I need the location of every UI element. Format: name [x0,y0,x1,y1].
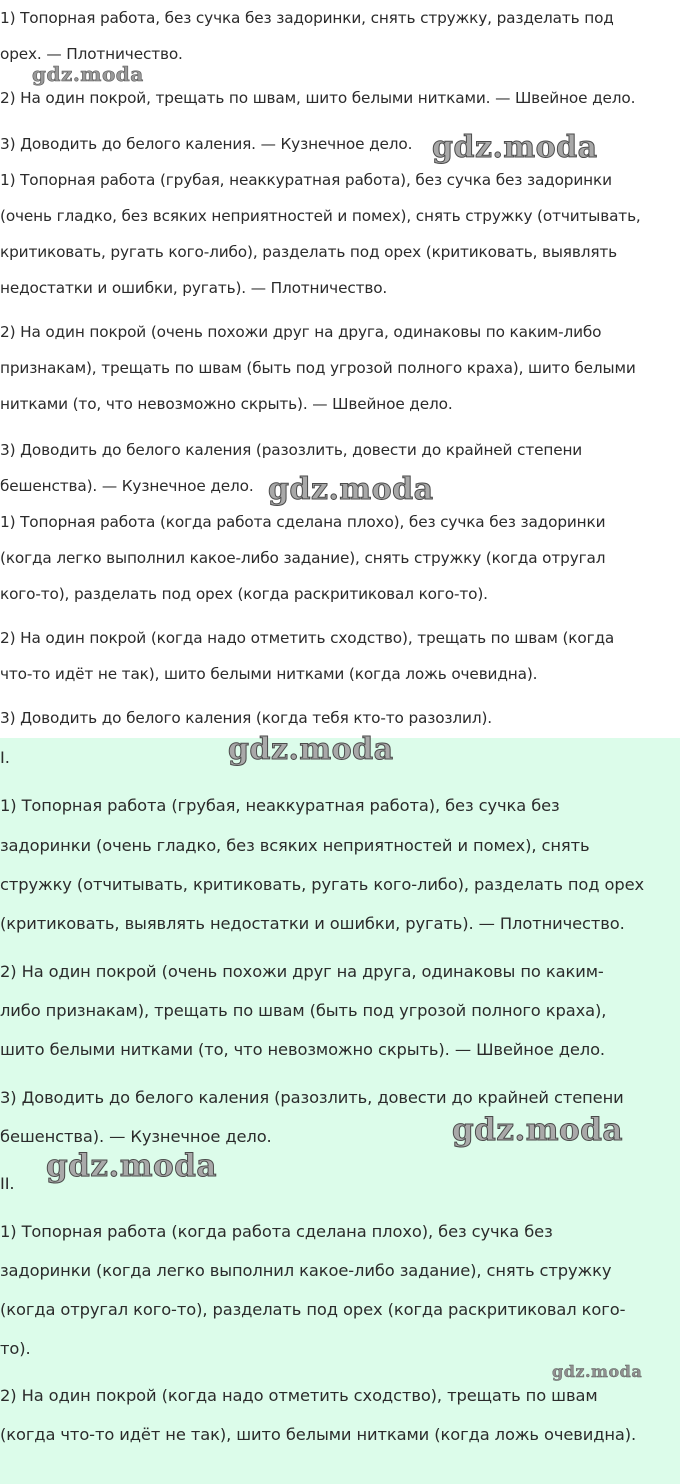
watermark-logo: gdz.moda [46,1148,217,1184]
text-line: критиковать, ругать кого-либо), разделать под орех (критиковать, выявлять [0,243,618,261]
text-line: орех. — Плотничество. [0,45,183,63]
text-line: то). [0,1339,31,1358]
watermark-logo: gdz.moda [228,732,394,767]
text-line: (критиковать, выявлять недостатки и ошибки, ругать). — Плотничество. [0,914,625,933]
text-line: кого-то), разделать под орех (когда раскритиковал кого-то). [0,585,488,603]
text-line: недостатки и ошибки, ругать). — Плотничество. [0,279,388,297]
text-line: (когда что-то идёт не так), шито белыми нитками (когда ложь очевидна). [0,1425,637,1444]
text-line: 2) На один покрой (когда надо отметить сходство), трещать по швам [0,1386,598,1405]
watermark-logo: gdz.moda [452,1112,623,1148]
text-line: 2) На один покрой (очень похожи друг на друга, одинаковы по каким-либо [0,323,602,341]
text-line: 1) Топорная работа (когда работа сделана плохо), без сучка без задоринки [0,513,606,531]
text-line: 2) На один покрой (очень похожи друг на друга, одинаковы по каким- [0,962,604,981]
text-line: (очень гладко, без всяких неприятностей и помех), снять стружку (отчитывать, [0,207,641,225]
text-line: 1) Топорная работа (грубая, неаккуратная работа), без сучка без [0,796,560,815]
text-line: стружку (отчитывать, критиковать, ругать кого-либо), разделать под орех [0,875,645,894]
section-heading: II. [0,1174,15,1193]
text-line: что-то идёт не так), шито белыми нитками (когда ложь очевидна). [0,665,538,683]
text-line: задоринки (когда легко выполнил какое-либо задание), снять стружку [0,1261,612,1280]
watermark-logo: gdz.moda [432,130,598,165]
text-line: бешенства). — Кузнечное дело. [0,477,254,495]
watermark-logo: gdz.moda [32,62,144,86]
text-line: 1) Топорная работа (грубая, неаккуратная работа), без сучка без задоринки [0,171,612,189]
text-line: либо признакам), трещать по швам (быть под угрозой полного краха), [0,1001,607,1020]
text-line: 3) Доводить до белого каления (разозлить, довести до крайней степени [0,1088,624,1107]
watermark-logo: gdz.moda [552,1362,643,1381]
answer-section-highlighted [0,732,680,1484]
text-line: 1) Топорная работа, без сучка без задоринки, снять стружку, разделать под [0,9,614,27]
text-line: (когда отругал кого-то), разделать под орех (когда раскритиковал кого- [0,1300,626,1319]
text-line: задоринки (очень гладко, без всяких неприятностей и помех), снять [0,836,590,855]
text-line: 3) Доводить до белого каления. — Кузнечное дело. [0,135,413,153]
text-line: 3) Доводить до белого каления (разозлить, довести до крайней степени [0,441,583,459]
text-line: 1) Топорная работа (когда работа сделана плохо), без сучка без [0,1222,553,1241]
text-line: 2) На один покрой (когда надо отметить сходство), трещать по швам (когда [0,629,615,647]
text-line: шито белыми нитками (то, что невозможно скрыть). — Швейное дело. [0,1040,606,1059]
answer-section-plain [0,0,680,738]
text-line: нитками (то, что невозможно скрыть). — Швейное дело. [0,395,453,413]
text-line: 2) На один покрой, трещать по швам, шито белыми нитками. — Швейное дело. [0,89,636,107]
text-line: признакам), трещать по швам (быть под угрозой полного краха), шито белыми [0,359,636,377]
text-line: бешенства). — Кузнечное дело. [0,1127,272,1146]
text-line: (когда легко выполнил какое-либо задание), снять стружку (когда отругал [0,549,606,567]
text-line: 3) Доводить до белого каления (когда тебя кто-то разозлил). [0,709,492,727]
section-heading: I. [0,748,10,767]
watermark-logo: gdz.moda [268,472,434,507]
